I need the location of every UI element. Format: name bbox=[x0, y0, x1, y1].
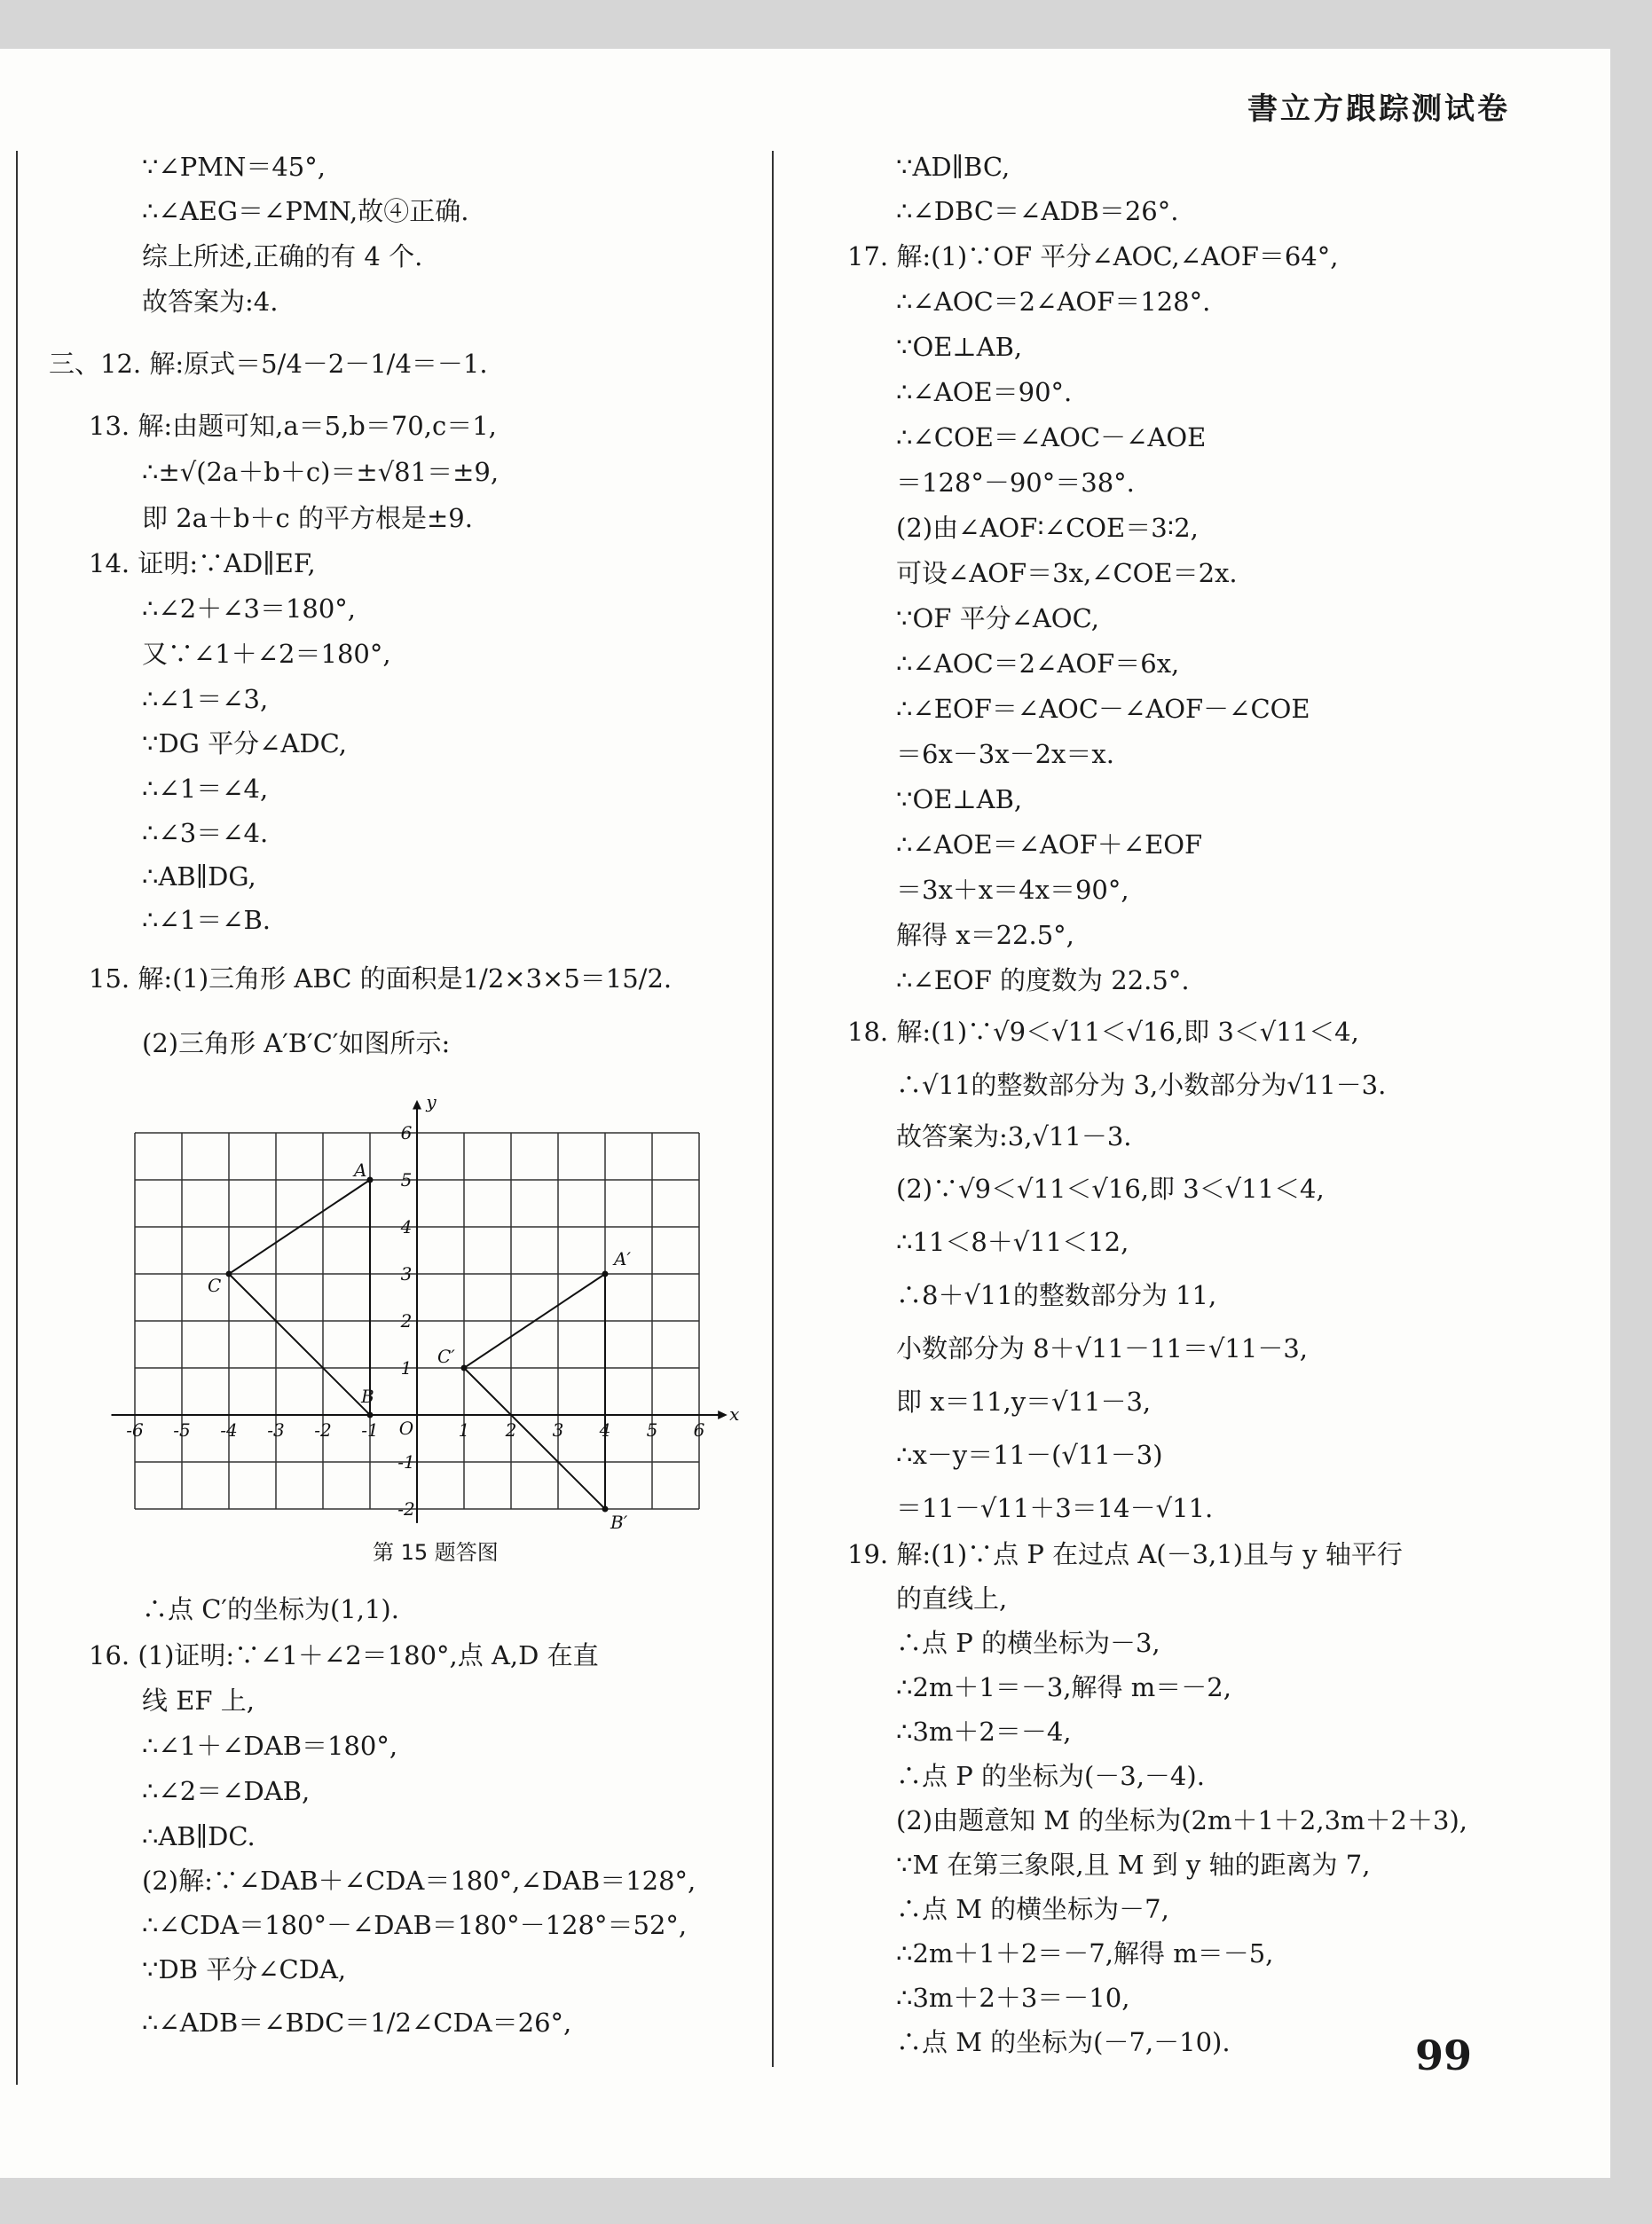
point-label: C′ bbox=[437, 1346, 455, 1367]
x-axis-label: x bbox=[729, 1403, 740, 1425]
line: ＝3x＋x＝4x＝90°, bbox=[896, 875, 1129, 905]
line: ∴√11的整数部分为 3,小数部分为√11－3. bbox=[896, 1070, 1387, 1100]
line: ∴8＋√11的整数部分为 11, bbox=[896, 1280, 1217, 1310]
line: ∴2m＋1＝－3,解得 m＝－2, bbox=[896, 1672, 1231, 1702]
line: 14. 证明:∵AD∥EF, bbox=[89, 548, 316, 578]
point-label: B′ bbox=[610, 1512, 628, 1533]
point-label: A′ bbox=[614, 1248, 631, 1269]
x-tick-label: 1 bbox=[458, 1419, 470, 1441]
line: 解得 x＝22.5°, bbox=[896, 920, 1074, 950]
line: ∴3m＋2＝－4, bbox=[896, 1717, 1072, 1747]
line: 小数部分为 8＋√11－11＝√11－3, bbox=[896, 1333, 1309, 1363]
y-tick-label: 1 bbox=[400, 1357, 413, 1379]
line: ∴∠AOC＝2∠AOF＝6x, bbox=[896, 648, 1180, 679]
y-axis-arrow bbox=[413, 1100, 421, 1110]
line: ∵OF 平分∠AOC, bbox=[896, 603, 1099, 633]
line: ＝128°－90°＝38°. bbox=[896, 468, 1135, 498]
line: ∴点 M 的横坐标为－7, bbox=[896, 1894, 1169, 1924]
line: ∵DB 平分∠CDA, bbox=[142, 1954, 347, 1984]
point-marker bbox=[367, 1412, 374, 1418]
axes bbox=[112, 1100, 728, 1523]
line: ∴点 C′的坐标为(1,1). bbox=[142, 1594, 399, 1624]
line: ∴∠1＝∠3, bbox=[142, 684, 269, 714]
line: 18. 解:(1)∵√9＜√11＜√16,即 3＜√11＜4, bbox=[847, 1017, 1359, 1047]
line: ∴∠COE＝∠AOC－∠AOE bbox=[896, 422, 1207, 452]
line: 19. 解:(1)∵点 P 在过点 A(－3,1)且与 y 轴平行 bbox=[847, 1539, 1403, 1569]
line: 17. 解:(1)∵OF 平分∠AOC,∠AOF＝64°, bbox=[847, 241, 1339, 271]
coordinate-grid-figure bbox=[124, 1073, 763, 1533]
y-tick-label: 6 bbox=[400, 1122, 413, 1143]
x-tick-label: 4 bbox=[599, 1419, 611, 1441]
origin-label: O bbox=[398, 1418, 414, 1439]
line: ∴∠AOC＝2∠AOF＝128°. bbox=[896, 287, 1211, 317]
x-axis-arrow bbox=[718, 1411, 728, 1419]
x-tick-label: -4 bbox=[220, 1419, 238, 1441]
line: ∴x－y＝11－(√11－3) bbox=[896, 1440, 1163, 1470]
y-tick-label: -1 bbox=[397, 1451, 415, 1473]
line: ∴∠AOE＝90°. bbox=[896, 377, 1073, 407]
line: 15. 解:(1)三角形 ABC 的面积是1/2×3×5＝15/2. bbox=[89, 963, 673, 994]
point-marker bbox=[602, 1271, 609, 1277]
line: 即 x＝11,y＝√11－3, bbox=[896, 1387, 1152, 1417]
line: ∵∠PMN＝45°, bbox=[142, 152, 326, 182]
line: ∴∠AOE＝∠AOF＋∠EOF bbox=[896, 829, 1203, 860]
x-tick-label: -3 bbox=[267, 1419, 285, 1441]
line: ＝6x－3x－2x＝x. bbox=[896, 739, 1114, 769]
point-label: C bbox=[208, 1275, 222, 1296]
line: ∴∠CDA＝180°－∠DAB＝180°－128°＝52°, bbox=[142, 1910, 688, 1940]
triangle-ABC bbox=[229, 1180, 370, 1415]
figure-caption: 第 15 题答图 bbox=[373, 1540, 499, 1565]
line: 故答案为:3,√11－3. bbox=[896, 1121, 1132, 1151]
point-label: A bbox=[354, 1159, 367, 1181]
line: ∴∠2＋∠3＝180°, bbox=[142, 593, 357, 624]
x-tick-label: 2 bbox=[505, 1419, 517, 1441]
line: ∴2m＋1＋2＝－7,解得 m＝－5, bbox=[896, 1938, 1274, 1969]
point-label: B bbox=[361, 1386, 374, 1407]
line: ∴±√(2a＋b＋c)＝±√81＝±9, bbox=[142, 457, 500, 487]
line: 的直线上, bbox=[896, 1584, 1008, 1614]
line: ∵OE⊥AB, bbox=[896, 784, 1023, 814]
line: ∴3m＋2＋3＝－10, bbox=[896, 1983, 1130, 2013]
line: ∴点 P 的坐标为(－3,－4). bbox=[896, 1761, 1205, 1791]
x-tick-label: 5 bbox=[646, 1419, 658, 1441]
line: (2)解:∵∠DAB＋∠CDA＝180°,∠DAB＝128°, bbox=[142, 1866, 696, 1896]
triangle-A-prime bbox=[464, 1274, 605, 1509]
line: ∴∠EOF 的度数为 22.5°. bbox=[896, 965, 1190, 995]
y-tick-label: 4 bbox=[400, 1216, 413, 1238]
line: 又∵∠1＋∠2＝180°, bbox=[142, 639, 391, 669]
tick-labels bbox=[126, 1091, 739, 1533]
line: (2)∵√9＜√11＜√16,即 3＜√11＜4, bbox=[896, 1174, 1325, 1204]
line: ∵OE⊥AB, bbox=[896, 332, 1023, 362]
page-number: 99 bbox=[1415, 2031, 1473, 2079]
point-marker bbox=[367, 1177, 374, 1183]
line: ＝11－√11＋3＝14－√11. bbox=[896, 1493, 1214, 1523]
x-tick-label: 3 bbox=[552, 1419, 564, 1441]
line: ∴AB∥DG, bbox=[142, 861, 256, 892]
line: ∴∠AEG＝∠PMN,故④正确. bbox=[142, 196, 469, 226]
x-tick-label: 6 bbox=[693, 1419, 705, 1441]
y-tick-label: 3 bbox=[400, 1263, 413, 1285]
point-marker bbox=[461, 1365, 468, 1371]
header-title: 書立方跟踪测试卷 bbox=[1247, 91, 1510, 127]
line: ∴AB∥DC. bbox=[142, 1821, 256, 1851]
line: ∴11＜8＋√11＜12, bbox=[896, 1227, 1129, 1257]
x-tick-label: -5 bbox=[173, 1419, 191, 1441]
column-divider bbox=[772, 151, 774, 2067]
line: (2)由题意知 M 的坐标为(2m＋1＋2,3m＋2＋3), bbox=[896, 1805, 1467, 1835]
line: ∴∠EOF＝∠AOC－∠AOF－∠COE bbox=[896, 694, 1310, 724]
point-marker bbox=[602, 1506, 609, 1513]
x-tick-label: -6 bbox=[126, 1419, 144, 1441]
line: 三、12. 解:原式＝5/4－2－1/4＝－1. bbox=[49, 349, 488, 379]
line: ∴∠DBC＝∠ADB＝26°. bbox=[896, 196, 1179, 226]
line: 综上所述,正确的有 4 个. bbox=[142, 241, 423, 271]
line: ∵DG 平分∠ADC, bbox=[142, 728, 347, 758]
line: (2)由∠AOF∶∠COE＝3∶2, bbox=[896, 513, 1199, 543]
line: ∴∠1＝∠4, bbox=[142, 774, 269, 804]
line: 13. 解:由题可知,a＝5,b＝70,c＝1, bbox=[89, 411, 497, 441]
line: 16. (1)证明:∵∠1＋∠2＝180°,点 A,D 在直 bbox=[89, 1640, 599, 1670]
line: ∴点 M 的坐标为(－7,－10). bbox=[896, 2027, 1231, 2057]
y-tick-label: 5 bbox=[400, 1169, 413, 1191]
line: ∴∠ADB＝∠BDC＝1/2∠CDA＝26°, bbox=[142, 2008, 572, 2038]
line: ∴∠1＋∠DAB＝180°, bbox=[142, 1731, 398, 1761]
point-marker bbox=[226, 1271, 232, 1277]
line: ∴∠3＝∠4. bbox=[142, 818, 269, 848]
y-tick-label: 2 bbox=[400, 1310, 413, 1332]
y-axis-label: y bbox=[426, 1091, 437, 1113]
line: ∴点 P 的横坐标为－3, bbox=[896, 1628, 1160, 1658]
line: ∴∠2＝∠DAB, bbox=[142, 1776, 311, 1806]
line: 即 2a＋b＋c 的平方根是±9. bbox=[142, 503, 473, 533]
line: 故答案为:4. bbox=[142, 287, 279, 317]
line: ∵AD∥BC, bbox=[896, 152, 1011, 182]
left-margin-rule bbox=[16, 151, 18, 2085]
line: 线 EF 上, bbox=[142, 1686, 255, 1716]
line: ∵M 在第三象限,且 M 到 y 轴的距离为 7, bbox=[896, 1850, 1371, 1880]
x-tick-label: -1 bbox=[361, 1419, 379, 1441]
y-tick-label: -2 bbox=[397, 1498, 415, 1520]
line: (2)三角形 A′B′C′如图所示: bbox=[142, 1028, 451, 1058]
x-tick-label: -2 bbox=[314, 1419, 332, 1441]
line: ∴∠1＝∠B. bbox=[142, 905, 271, 935]
line: 可设∠AOF＝3x,∠COE＝2x. bbox=[896, 558, 1238, 588]
